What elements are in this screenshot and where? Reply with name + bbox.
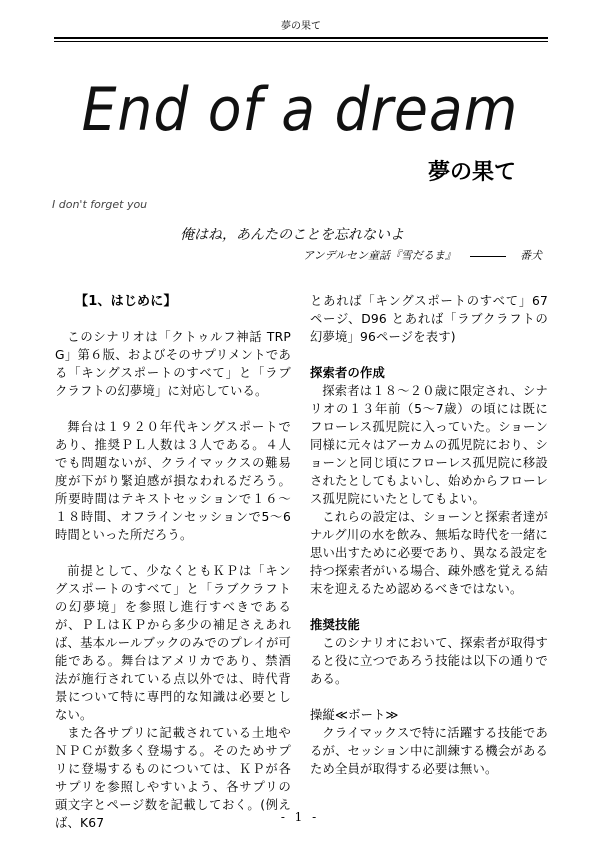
page-number: - 1 - — [280, 810, 320, 824]
paragraph-gap — [310, 346, 548, 364]
subheading-recommended-skills: 推奨技能 — [310, 618, 360, 632]
paragraph-gap — [310, 688, 548, 706]
paragraph: 探索者は１８～２０歳に限定され、シナリオの１３年前（5～7歳）の頃には既にフローレス孤児院に入っていた。ショーン同様に元々はアーカムの孤児院におり、ショーンと同じ頃にフローレス孤児院に移設されたとしてもよいし、始めからフローレス孤児院にいたとしてもよい。 — [310, 384, 548, 506]
paragraph: このシナリオにおいて、探索者が取得すると役に立つであろう技能は以下の通りである。 — [310, 636, 548, 686]
left-column — [55, 292, 291, 832]
paragraph: このシナリオは「クトゥルフ神話 TRPG」第６版、およびそのサプリメントである「キングスポートのすべて」と「ラブクラフトの幻夢境」に対応している。 — [55, 330, 291, 398]
header-rule — [54, 37, 548, 39]
paragraph-gap — [310, 598, 548, 616]
title-japanese: 夢の果て — [428, 159, 517, 185]
epigraph-english: I don't forget you — [52, 198, 148, 211]
subheading-character-creation: 探索者の作成 — [310, 366, 385, 380]
paragraph: これらの設定は、ショーンと探索者達がナルグ川の水を飲み、無垢な時代を一緒に思い出すために必要であり、異なる設定を持つ探索者がいる場合、疎外感を覚える結末を迎えるため認めるべきではない。 — [310, 510, 548, 596]
paragraph: 舞台は１９２０年代キングスポートであり、推奨ＰＬ人数は３人である。４人でも問題ないが、クライマックスの難易度が下がり緊迫感が損なわれるだろう。所要時間はテキストセッションで１６～１８時間、オフラインセッションで5～6時間といった所だろう。 — [55, 420, 291, 542]
running-header: 夢の果て — [281, 21, 321, 32]
em-dash-rule — [470, 256, 506, 257]
paragraph: クライマックスで特に活躍する技能であるが、セッション中に訓練する機会があるため全員が取得する必要は無い。 — [310, 726, 548, 776]
skill-name: 操縦≪ボート≫ — [310, 708, 399, 722]
section-heading: 【1、はじめに】 — [75, 294, 177, 309]
epigraph-attribution — [303, 249, 542, 263]
header-rule-secondary — [54, 41, 548, 42]
paragraph-gap — [55, 400, 291, 418]
paragraph-gap — [55, 544, 291, 562]
epigraph-quote: 俺はね，あんたのことを忘れないよ — [180, 227, 404, 243]
right-column — [310, 292, 548, 778]
paragraph-continuation: とあれば「キングスポートのすべて」67ページ、D96 とあれば「ラブクラフトの幻夢境」96ページを表す) — [310, 294, 548, 344]
epigraph-source: アンデルセン童話『雪だるま』 — [302, 249, 456, 262]
title-english: End of a dream — [81, 75, 519, 145]
paragraph: また各サプリに記載されている土地やＮＰＣが数多く登場する。そのためサプリに登場するものについては、ＫＰが各サプリを参照しやすいよう、各サプリの頭文字とページ数を記載しておく。(例えば、K67 — [55, 726, 291, 830]
epigraph-speaker: 番犬 — [520, 249, 542, 262]
paragraph: 前提として、少なくともＫＰは「キングスポートのすべて」と「ラブクラフトの幻夢境」を参照し進行すべきであるが、ＰＬはＫＰから多少の補足さえあれば、基本ルールブックのみでのプレイが可能である。舞台はアメリカであり、禁酒法が施行されている点以外では、時代背景について特に専門的な知識は必要としない。 — [55, 564, 291, 722]
